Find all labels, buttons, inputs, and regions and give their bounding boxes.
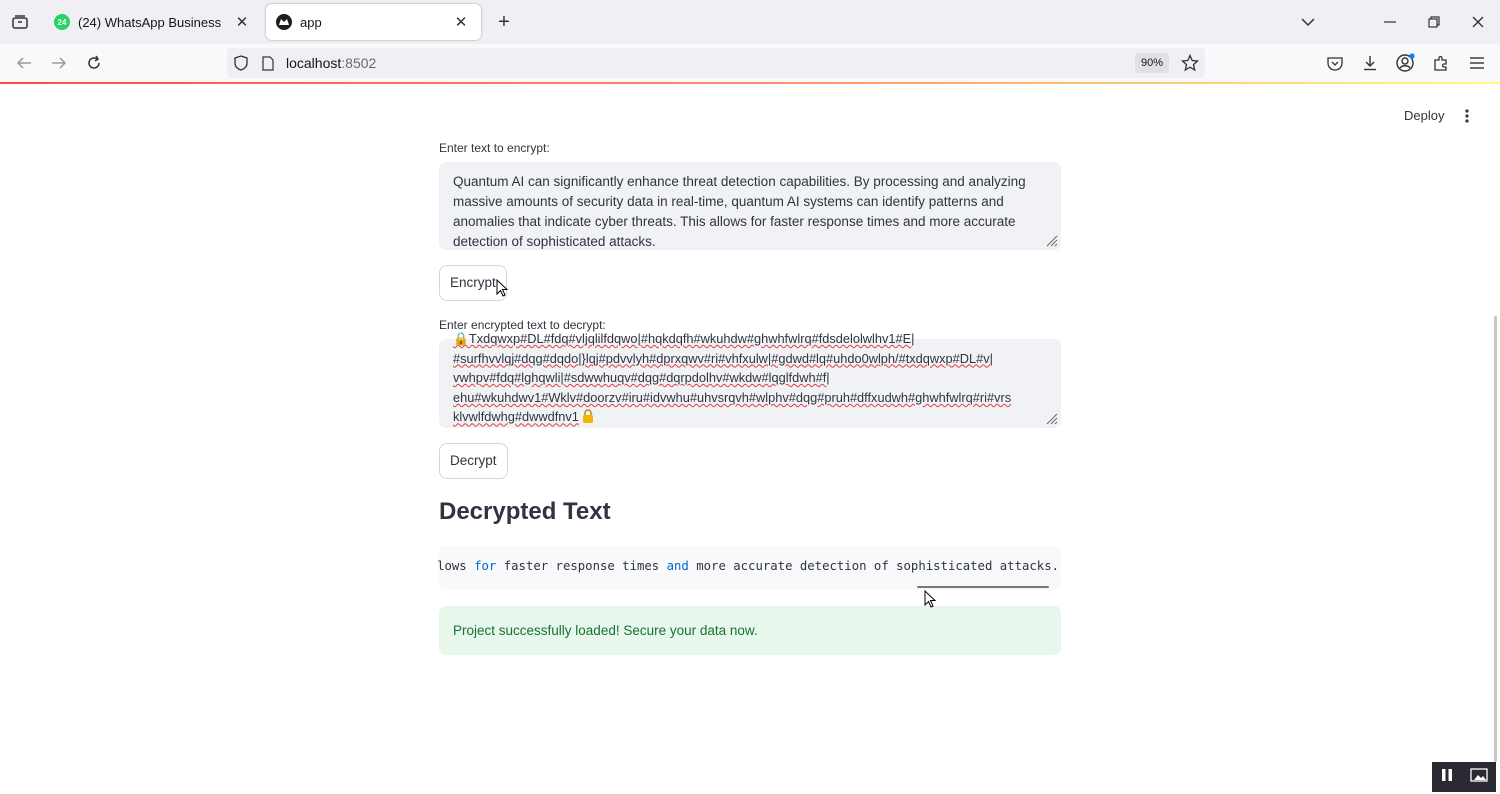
tab-overview-icon[interactable] bbox=[6, 8, 34, 36]
extensions-icon[interactable] bbox=[1428, 50, 1454, 76]
close-tab-icon[interactable]: ✕ bbox=[235, 14, 249, 31]
success-alert: Project successfully loaded! Secure your data now. bbox=[439, 606, 1061, 655]
lock-icon bbox=[582, 409, 594, 429]
downloads-icon[interactable] bbox=[1357, 50, 1383, 76]
streamlit-icon bbox=[276, 14, 292, 30]
page-scrollbar[interactable] bbox=[1494, 316, 1497, 762]
back-icon[interactable] bbox=[10, 50, 38, 76]
shield-icon[interactable] bbox=[233, 55, 249, 71]
mouse-cursor-icon bbox=[924, 590, 936, 608]
tab-title: app bbox=[300, 14, 322, 30]
tab-title: (24) WhatsApp Business bbox=[78, 14, 222, 30]
resize-handle-icon[interactable] bbox=[1046, 235, 1058, 247]
new-tab-icon[interactable]: + bbox=[498, 10, 510, 33]
decrypt-button[interactable]: Decrypt bbox=[439, 443, 508, 479]
decrypt-textarea[interactable] bbox=[439, 331, 1061, 428]
address-bar[interactable] bbox=[227, 48, 1205, 78]
page-info-icon[interactable] bbox=[260, 55, 276, 71]
encrypt-input-label: Enter text to encrypt: bbox=[439, 141, 550, 155]
page-load-indicator bbox=[0, 82, 1500, 84]
media-controls bbox=[1432, 762, 1496, 792]
decrypted-code-text: lows for faster response times and more accurate detection of sophisticated attacks. bbox=[437, 559, 1059, 573]
cipher-line: ehu#wkuhdwv1#Wklv#doorzv#iru#idvwhu#uhvsrqvh#wlphv#dqg#pruh#dffxudwh#ghwhfwlrq#ri#vrs bbox=[453, 389, 1012, 405]
cipher-line: #surfhvvlqj#dqg#dqdo|}lqj#pdvvlyh#dprxqwv#ri#vhfxulw|#gdwd#lq#uhdo0wlph/#txdqwxp#DL#v| bbox=[453, 350, 993, 366]
whatsapp-icon: 24 bbox=[54, 14, 70, 30]
close-tab-icon[interactable]: ✕ bbox=[454, 14, 468, 31]
browser-nav-bar bbox=[0, 44, 1500, 82]
decrypted-text-heading: Decrypted Text bbox=[439, 498, 611, 525]
bookmark-star-icon[interactable] bbox=[1179, 52, 1201, 74]
zoom-level-badge[interactable]: 90% bbox=[1135, 53, 1169, 73]
decrypted-code-block[interactable] bbox=[439, 546, 1061, 590]
reload-icon[interactable] bbox=[80, 50, 108, 76]
tab-whatsapp[interactable] bbox=[44, 4, 262, 40]
pocket-icon[interactable] bbox=[1322, 50, 1348, 76]
encrypt-textarea[interactable] bbox=[439, 162, 1061, 250]
minimize-icon[interactable] bbox=[1376, 8, 1404, 36]
horizontal-scrollbar[interactable] bbox=[917, 586, 1049, 588]
list-all-tabs-icon[interactable] bbox=[1294, 8, 1322, 36]
close-window-icon[interactable] bbox=[1464, 8, 1492, 36]
url-text: localhost:8502 bbox=[286, 55, 377, 71]
resize-handle-icon[interactable] bbox=[1046, 413, 1058, 425]
forward-icon[interactable] bbox=[45, 50, 73, 76]
mouse-cursor-icon bbox=[496, 279, 508, 297]
restore-icon[interactable] bbox=[1420, 8, 1448, 36]
picture-in-picture-icon[interactable] bbox=[1470, 768, 1488, 787]
menu-icon[interactable] bbox=[1464, 50, 1490, 76]
pause-icon[interactable] bbox=[1441, 768, 1453, 787]
encrypt-text-value: Quantum AI can significantly enhance threat detection capabilities. By processing and analyzing massive amounts of security data in real-time, quantum AI systems can identify patterns and anomalies that indicate cyber threats. This allows for faster response times and more accurate detection of sophisticated attacks. bbox=[453, 174, 1026, 249]
cipher-line: vwhpv#fdq#lghqwli|#sdwwhuqv#dqg#dqrpdolhv#wkdw#lqglfdwh#f| bbox=[453, 370, 830, 386]
tab-app[interactable] bbox=[266, 4, 481, 40]
more-options-icon[interactable] bbox=[1456, 104, 1478, 128]
deploy-button[interactable]: Deploy bbox=[1404, 108, 1445, 123]
account-icon[interactable] bbox=[1393, 50, 1419, 76]
cipher-line: klvwlfdwhg#dwwdfnv1 bbox=[453, 409, 579, 425]
encrypt-button[interactable]: Encrypt bbox=[439, 265, 507, 301]
browser-tab-bar bbox=[0, 0, 1500, 44]
cipher-line: 🔒Txdqwxp#DL#fdq#vljqlilfdqwo|#hqkdqfh#wkuhdw#ghwhfwlrq#fdsdelolwlhv1#E| bbox=[453, 331, 915, 346]
decrypt-input-label: Enter encrypted text to decrypt: bbox=[439, 318, 606, 332]
